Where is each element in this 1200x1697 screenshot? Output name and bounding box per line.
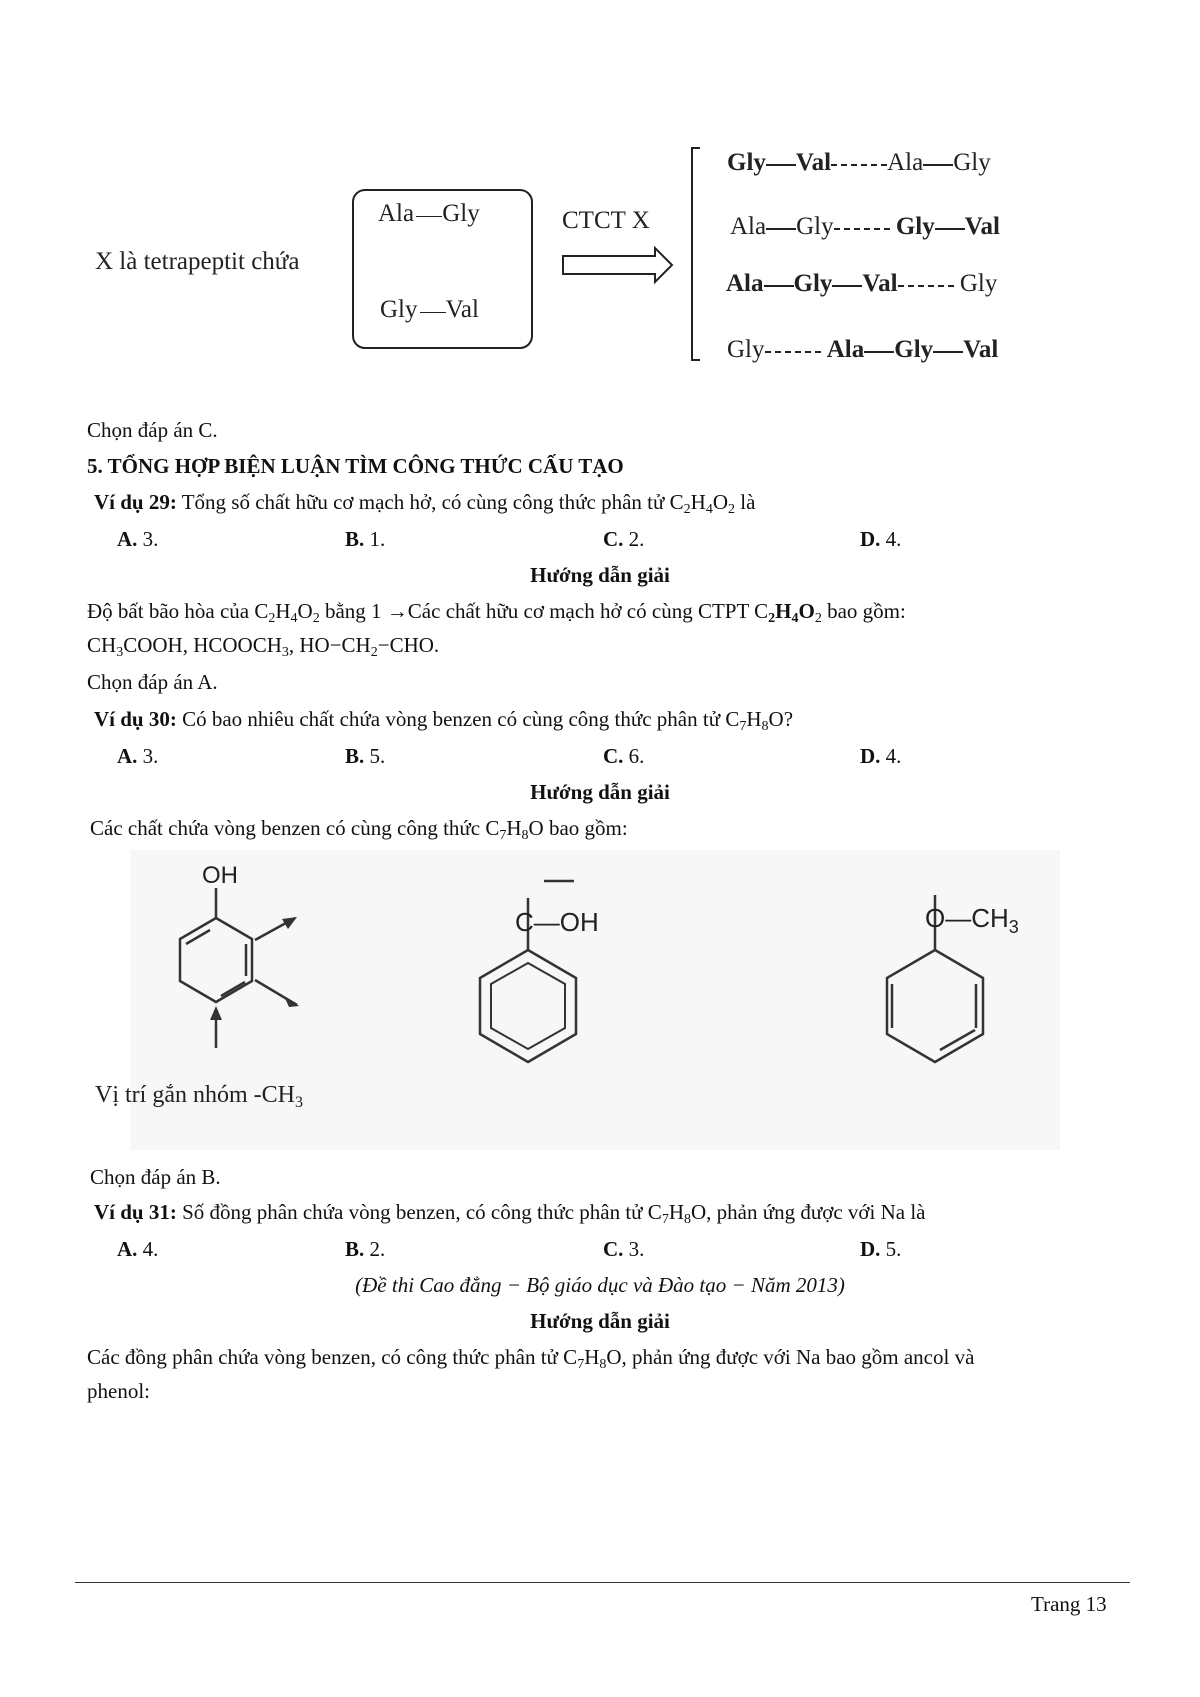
- structure-4: Gly Ala Gly Val: [727, 336, 999, 363]
- ex31-option-d: D. 5.: [860, 1237, 902, 1261]
- ex29-answer: Chọn đáp án A.: [87, 670, 218, 694]
- ex31-solution-tail: phenol:: [87, 1379, 150, 1403]
- ex29-option-a: A. 3.: [117, 527, 159, 551]
- structure-2: Ala Gly Gly Val: [730, 213, 1000, 240]
- ex31-option-a: A. 4.: [117, 1237, 159, 1261]
- page-number: Trang 13: [1031, 1592, 1107, 1616]
- arrow-label: CTCT X: [562, 207, 650, 234]
- ex31-guide: Hướng dẫn giải: [530, 1309, 670, 1333]
- box-top: Ala Gly: [378, 200, 480, 227]
- ex30-guide: Hướng dẫn giải: [530, 780, 670, 804]
- ex31-option-b: B. 2.: [345, 1237, 386, 1261]
- ex31-source: (Đề thi Cao đẳng − Bộ giáo dục và Đào tạo − Năm 2013): [355, 1273, 845, 1297]
- ex30-solution: Các chất chứa vòng benzen có cùng công thức $C_7H_8O$ bao gồm:: [90, 816, 628, 843]
- ex30-option-b: B. 5.: [345, 744, 386, 768]
- ex30-option-d: D. 4.: [860, 744, 902, 768]
- ex29-solution-line2: $CH_3COOH$, $HCOOCH_3$, $HO-CH_2-CHO$.: [87, 633, 440, 660]
- box-bottom: Gly Val: [380, 296, 479, 323]
- structure-1: Gly Val Ala Gly: [727, 149, 991, 176]
- answer-c: Chọn đáp án C.: [87, 418, 218, 442]
- ex30-question: Ví dụ 30: Có bao nhiêu chất chứa vòng benzen có cùng công thức phân tử $C_7H_8O$?: [94, 707, 794, 734]
- ex29-option-b: B. 1.: [345, 527, 386, 551]
- ex30-option-c: C. 6.: [603, 744, 645, 768]
- ex30-option-a: A. 3.: [117, 744, 159, 768]
- footer-divider: [75, 1582, 1130, 1583]
- diagram-lead: X là tetrapeptit chứa: [95, 248, 300, 275]
- mol1-caption: Vị trí gắn nhóm $-CH_3$: [95, 1082, 303, 1111]
- ex29-guide: Hướng dẫn giải: [530, 563, 670, 587]
- ex29-solution-line1: Độ bất bão hòa của $C_2H_4O_2$ bằng 1 →Các chất hữu cơ mạch hở có cùng CTPT $C_2H_4O_2$ bao gồm:: [87, 599, 906, 626]
- mol2-group: C—OH: [515, 907, 599, 937]
- ex30-answer: Chọn đáp án B.: [90, 1165, 221, 1189]
- ex29-option-d: D. 4.: [860, 527, 902, 551]
- structure-3: Ala Gly Val Gly: [726, 270, 998, 297]
- ex31-question: Ví dụ 31: Số đồng phân chứa vòng benzen, có công thức phân tử $C_7H_8O$, phản ứng được với Na là: [94, 1200, 926, 1227]
- mol1-group: OH: [202, 862, 238, 889]
- section-title: 5. TỔNG HỢP BIỆN LUẬN TÌM CÔNG THỨC CẤU TẠO: [87, 454, 624, 478]
- ex29-option-c: C. 2.: [603, 527, 645, 551]
- ex29-question: Ví dụ 29: Tổng số chất hữu cơ mạch hở, có cùng công thức phân tử $C_2H_4O_2$ là: [94, 490, 756, 517]
- ex31-option-c: C. 3.: [603, 1237, 645, 1261]
- mol3-group: $O—CH_3$: [925, 903, 1019, 937]
- diagram-graphics: [0, 0, 1200, 380]
- ex31-solution: Các đồng phân chứa vòng benzen, có công thức phân tử $C_7H_8O$, phản ứng được với Na bao gồm ancol và: [87, 1345, 975, 1372]
